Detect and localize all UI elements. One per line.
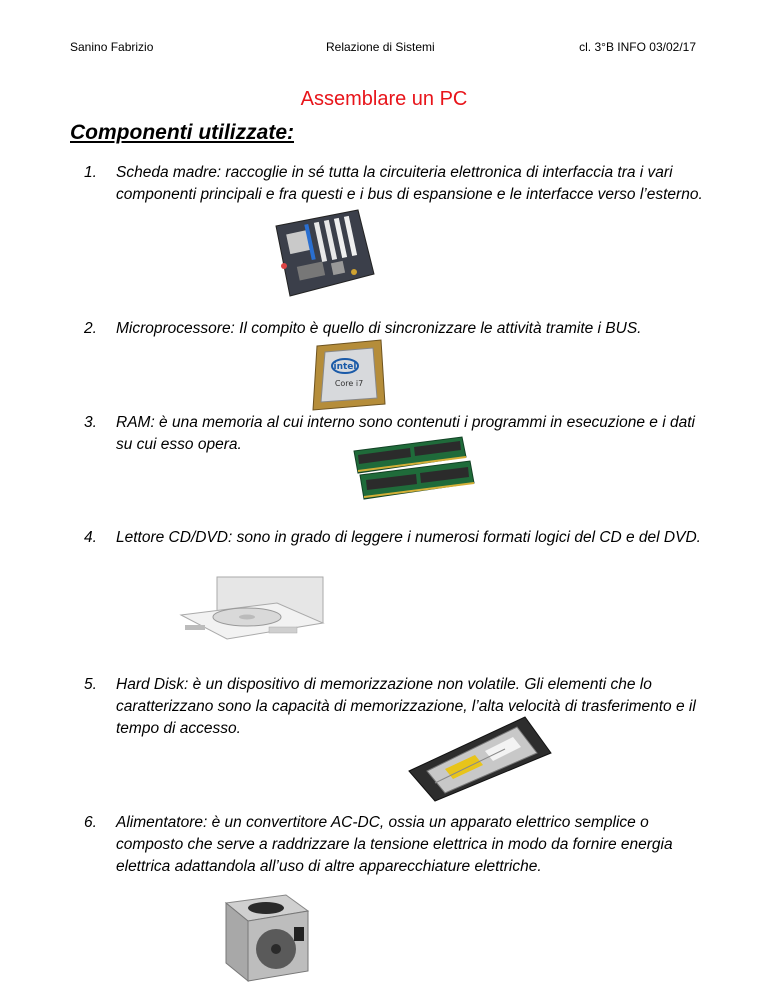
section-heading: Componenti utilizzate:	[70, 121, 294, 144]
list-item	[84, 162, 704, 206]
power-supply-image	[216, 893, 312, 983]
header-class-date: cl. 3°B INFO 03/02/17	[579, 40, 696, 54]
item-text: Alimentatore: è un convertitore AC-DC, ossia un apparato elettrico semplice o composto che serve a raddrizzare la tensione elettrica in modo da fornire energia elettrica adattandola all’uso di altre apparecchiature elettriche.	[116, 814, 673, 875]
item-text: RAM: è una memoria al cui interno sono contenuti i programmi in esecuzione e i dati su cui esso opera.	[116, 414, 695, 453]
item-number: 6.	[84, 814, 97, 831]
item-number: 5.	[84, 676, 97, 693]
item-text: Lettore CD/DVD: sono in grado di leggere i numerosi formati logici del CD e del DVD.	[116, 529, 701, 546]
item-number: 3.	[84, 414, 97, 431]
hard-disk-image	[405, 713, 553, 803]
header-author: Sanino Fabrizio	[70, 40, 154, 54]
cpu-brand-label: intel	[333, 362, 357, 372]
motherboard-image	[268, 206, 378, 298]
cd-dvd-drive-image	[177, 573, 327, 643]
list-item	[84, 527, 704, 549]
item-text: Scheda madre: raccoglie in sé tutta la circuiteria elettronica di interfaccia tra i vari componenti principali e fra questi e i bus di espansione e le interfacce verso l’esterno.	[116, 164, 703, 203]
list-item	[84, 674, 704, 740]
cpu-model-label: Core i7	[334, 379, 364, 388]
cpu-image	[307, 338, 387, 414]
item-text: Hard Disk: è un dispositivo di memorizzazione non volatile. Gli elementi che lo caratterizzano sono la capacità di memorizzazione, l’alta velocità di trasferimento e il tempo di accesso.	[116, 676, 696, 737]
list-item	[84, 318, 704, 340]
item-number: 2.	[84, 320, 97, 337]
item-text: Microprocessore: Il compito è quello di sincronizzare le attività tramite i BUS.	[116, 320, 642, 337]
item-number: 1.	[84, 164, 97, 181]
header-subject: Relazione di Sistemi	[326, 40, 435, 54]
ram-image	[350, 433, 476, 513]
list-item	[84, 812, 704, 878]
item-number: 4.	[84, 529, 97, 546]
document-title: Assemblare un PC	[300, 88, 468, 110]
